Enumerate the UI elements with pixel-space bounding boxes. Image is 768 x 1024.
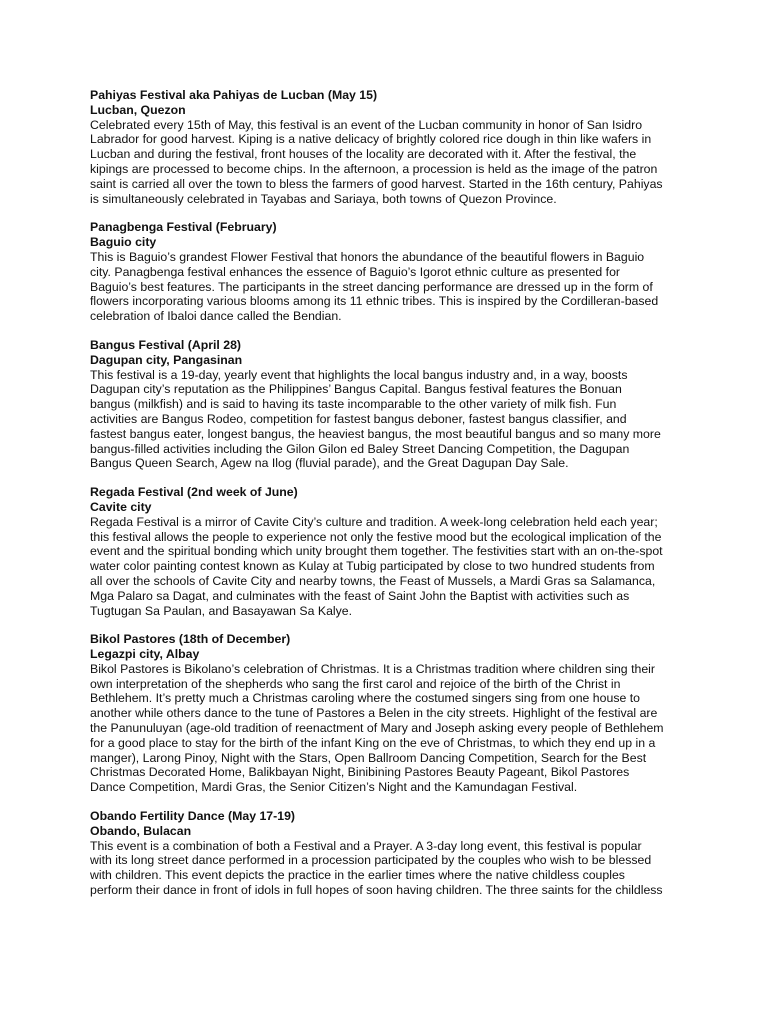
description-line: another while others dance to the tune of Pastores a Belen in the city streets. Highlight of the festival are	[90, 706, 658, 721]
document-page	[90, 88, 685, 912]
description-line: city. Panagbenga festival enhances the essence of Baguio’s Igorot ethnic culture as presented for	[90, 264, 621, 279]
description-line: saint is carried all over the town to bless the farmers of good harvest. Started in the 16th century, Pahiyas	[90, 176, 663, 191]
festival-description	[90, 515, 685, 619]
description-line: Christmas Decorated Home, Balikbayan Night, Binibining Pastores Beauty Pageant, Bikol Pastores	[90, 765, 630, 780]
description-line: Labrador for good harvest. Kiping is a native delicacy of brightly colored rice dough in thin like wafers in	[90, 132, 652, 147]
festival-location: Obando, Bulacan	[90, 823, 192, 838]
festival-title: Obando Fertility Dance (May 17-19)	[90, 809, 296, 824]
description-line: own interpretation of the shepherds who sang the first carol and rejoice of the birth of the Christ in	[90, 676, 621, 691]
description-line: Dance Competition, Mardi Gras, the Senior Citizen’s Night and the Kamundagan Festival.	[90, 780, 578, 795]
description-line: Celebrated every 15th of May, this festival is an event of the Lucban community in honor of San Isidro	[90, 117, 643, 132]
festival-description	[90, 118, 685, 207]
description-line: all over the schools of Cavite City and nearby towns, the Feast of Mussels, a Mardi Gras sa Salamanca,	[90, 573, 656, 588]
description-line: with its long street dance performed in a procession participated by the couples who wish to be blessed	[90, 853, 652, 868]
festival-entry-panagbenga	[90, 220, 685, 324]
festival-entry-obando	[90, 809, 685, 898]
festival-description	[90, 368, 685, 472]
festival-title: Panagbenga Festival (February)	[90, 220, 277, 235]
festival-entry-regada	[90, 485, 685, 618]
description-line: Lucban and during the festival, front houses of the locality are decorated with it. After the festival, the	[90, 147, 637, 162]
festival-title: Regada Festival (2nd week of June)	[90, 485, 298, 500]
description-line: Bikol Pastores is Bikolano’s celebration of Christmas. It is a Christmas tradition where children sing their	[90, 661, 655, 676]
description-line: celebration of Ibaloi dance called the Bendian.	[90, 309, 342, 324]
description-line: bangus-filled activities including the Gilon Gilon ed Baley Street Dancing Competition, the Dagupan	[90, 441, 630, 456]
description-line: Regada Festival is a mirror of Cavite City’s culture and tradition. A week-long celebration held each year;	[90, 514, 658, 529]
festival-location: Legazpi city, Albay	[90, 647, 200, 662]
description-line: Tugtugan Sa Paulan, and Basayawan Sa Kalye.	[90, 603, 353, 618]
festival-title: Pahiyas Festival aka Pahiyas de Lucban (May 15)	[90, 88, 378, 102]
festival-location: Lucban, Quezon	[90, 102, 186, 117]
description-line: the Panunuluyan (age-old tradition of reenactment of Mary and Joseph asking every people of Bethlehem	[90, 721, 664, 736]
festival-location: Cavite city	[90, 499, 152, 514]
festival-title: Bikol Pastores (18th of December)	[90, 632, 291, 647]
description-line: kipings are processed to become chips. In the afternoon, a procession is held as the image of the patron	[90, 161, 658, 176]
festival-entry-pahiyas	[90, 88, 685, 206]
festival-description	[90, 839, 685, 898]
festival-location: Dagupan city, Pangasinan	[90, 352, 243, 367]
description-line: activities are Bangus Rodeo, competition for fastest bangus deboner, fastest bangus classifier, and	[90, 411, 627, 426]
description-line: flowers incorporating various blooms among its 11 ethnic tribes. This is inspired by the Cordilleran-based	[90, 294, 659, 309]
description-line: This is Baguio’s grandest Flower Festival that honors the abundance of the beautiful flowers in Baguio	[90, 249, 645, 264]
description-line: water color painting contest known as Kulay at Tubig participated by close to two hundred students from	[90, 559, 655, 574]
festival-location: Baguio city	[90, 235, 157, 250]
description-line: Bethlehem. It’s pretty much a Christmas caroling where the costumed singers sing from one house to	[90, 691, 640, 706]
description-line: Dagupan city’s reputation as the Philippines’ Bangus Capital. Bangus festival features the Bonuan	[90, 382, 622, 397]
description-line: fastest bangus eater, longest bangus, the heaviest bangus, the most beautiful bangus and so many more	[90, 426, 661, 441]
festival-description	[90, 250, 685, 324]
festival-entry-bangus	[90, 338, 685, 471]
description-line: Bangus Queen Search, Agew na Ilog (fluvial parade), and the Great Dagupan Day Sale.	[90, 456, 569, 471]
description-line: This event is a combination of both a Festival and a Prayer. A 3-day long event, this festival is popular	[90, 838, 642, 853]
description-line: perform their dance in front of idols in full hopes of soon having children. The three saints for the childless	[90, 883, 663, 898]
festival-entry-bikol-pastores	[90, 632, 685, 795]
description-line: with children. This event depicts the practice in the earlier times where the native childless couples	[90, 868, 625, 883]
festival-description	[90, 662, 685, 795]
description-line: manger), Larong Pinoy, Night with the Stars, Open Ballroom Dancing Competition, Search for the Best	[90, 750, 647, 765]
description-line: This festival is a 19-day, yearly event that highlights the local bangus industry and, in a way, boosts	[90, 367, 628, 382]
description-line: bangus (milkfish) and is said to having its taste incomparable to the other variety of milk fish. Fun	[90, 397, 617, 412]
description-line: event and the spiritual bonding which unity brought them together. The festivities start with an on-the-spot	[90, 544, 663, 559]
description-line: is simultaneously celebrated in Tayabas and Sariaya, both towns of Quezon Province.	[90, 191, 557, 206]
description-line: for a good place to stay for the birth of the infant King on the eve of Christmas, to which they end up in a	[90, 735, 656, 750]
description-line: Mga Palaro sa Dagat, and culminates with the feast of Saint John the Baptist with activities such as	[90, 588, 630, 603]
festival-title: Bangus Festival (April 28)	[90, 337, 242, 352]
description-line: Baguio’s best features. The participants in the street dancing performance are dressed up in the form of	[90, 279, 653, 294]
description-line: this festival allows the people to experience not only the festive mood but the ecological implication of the	[90, 529, 662, 544]
